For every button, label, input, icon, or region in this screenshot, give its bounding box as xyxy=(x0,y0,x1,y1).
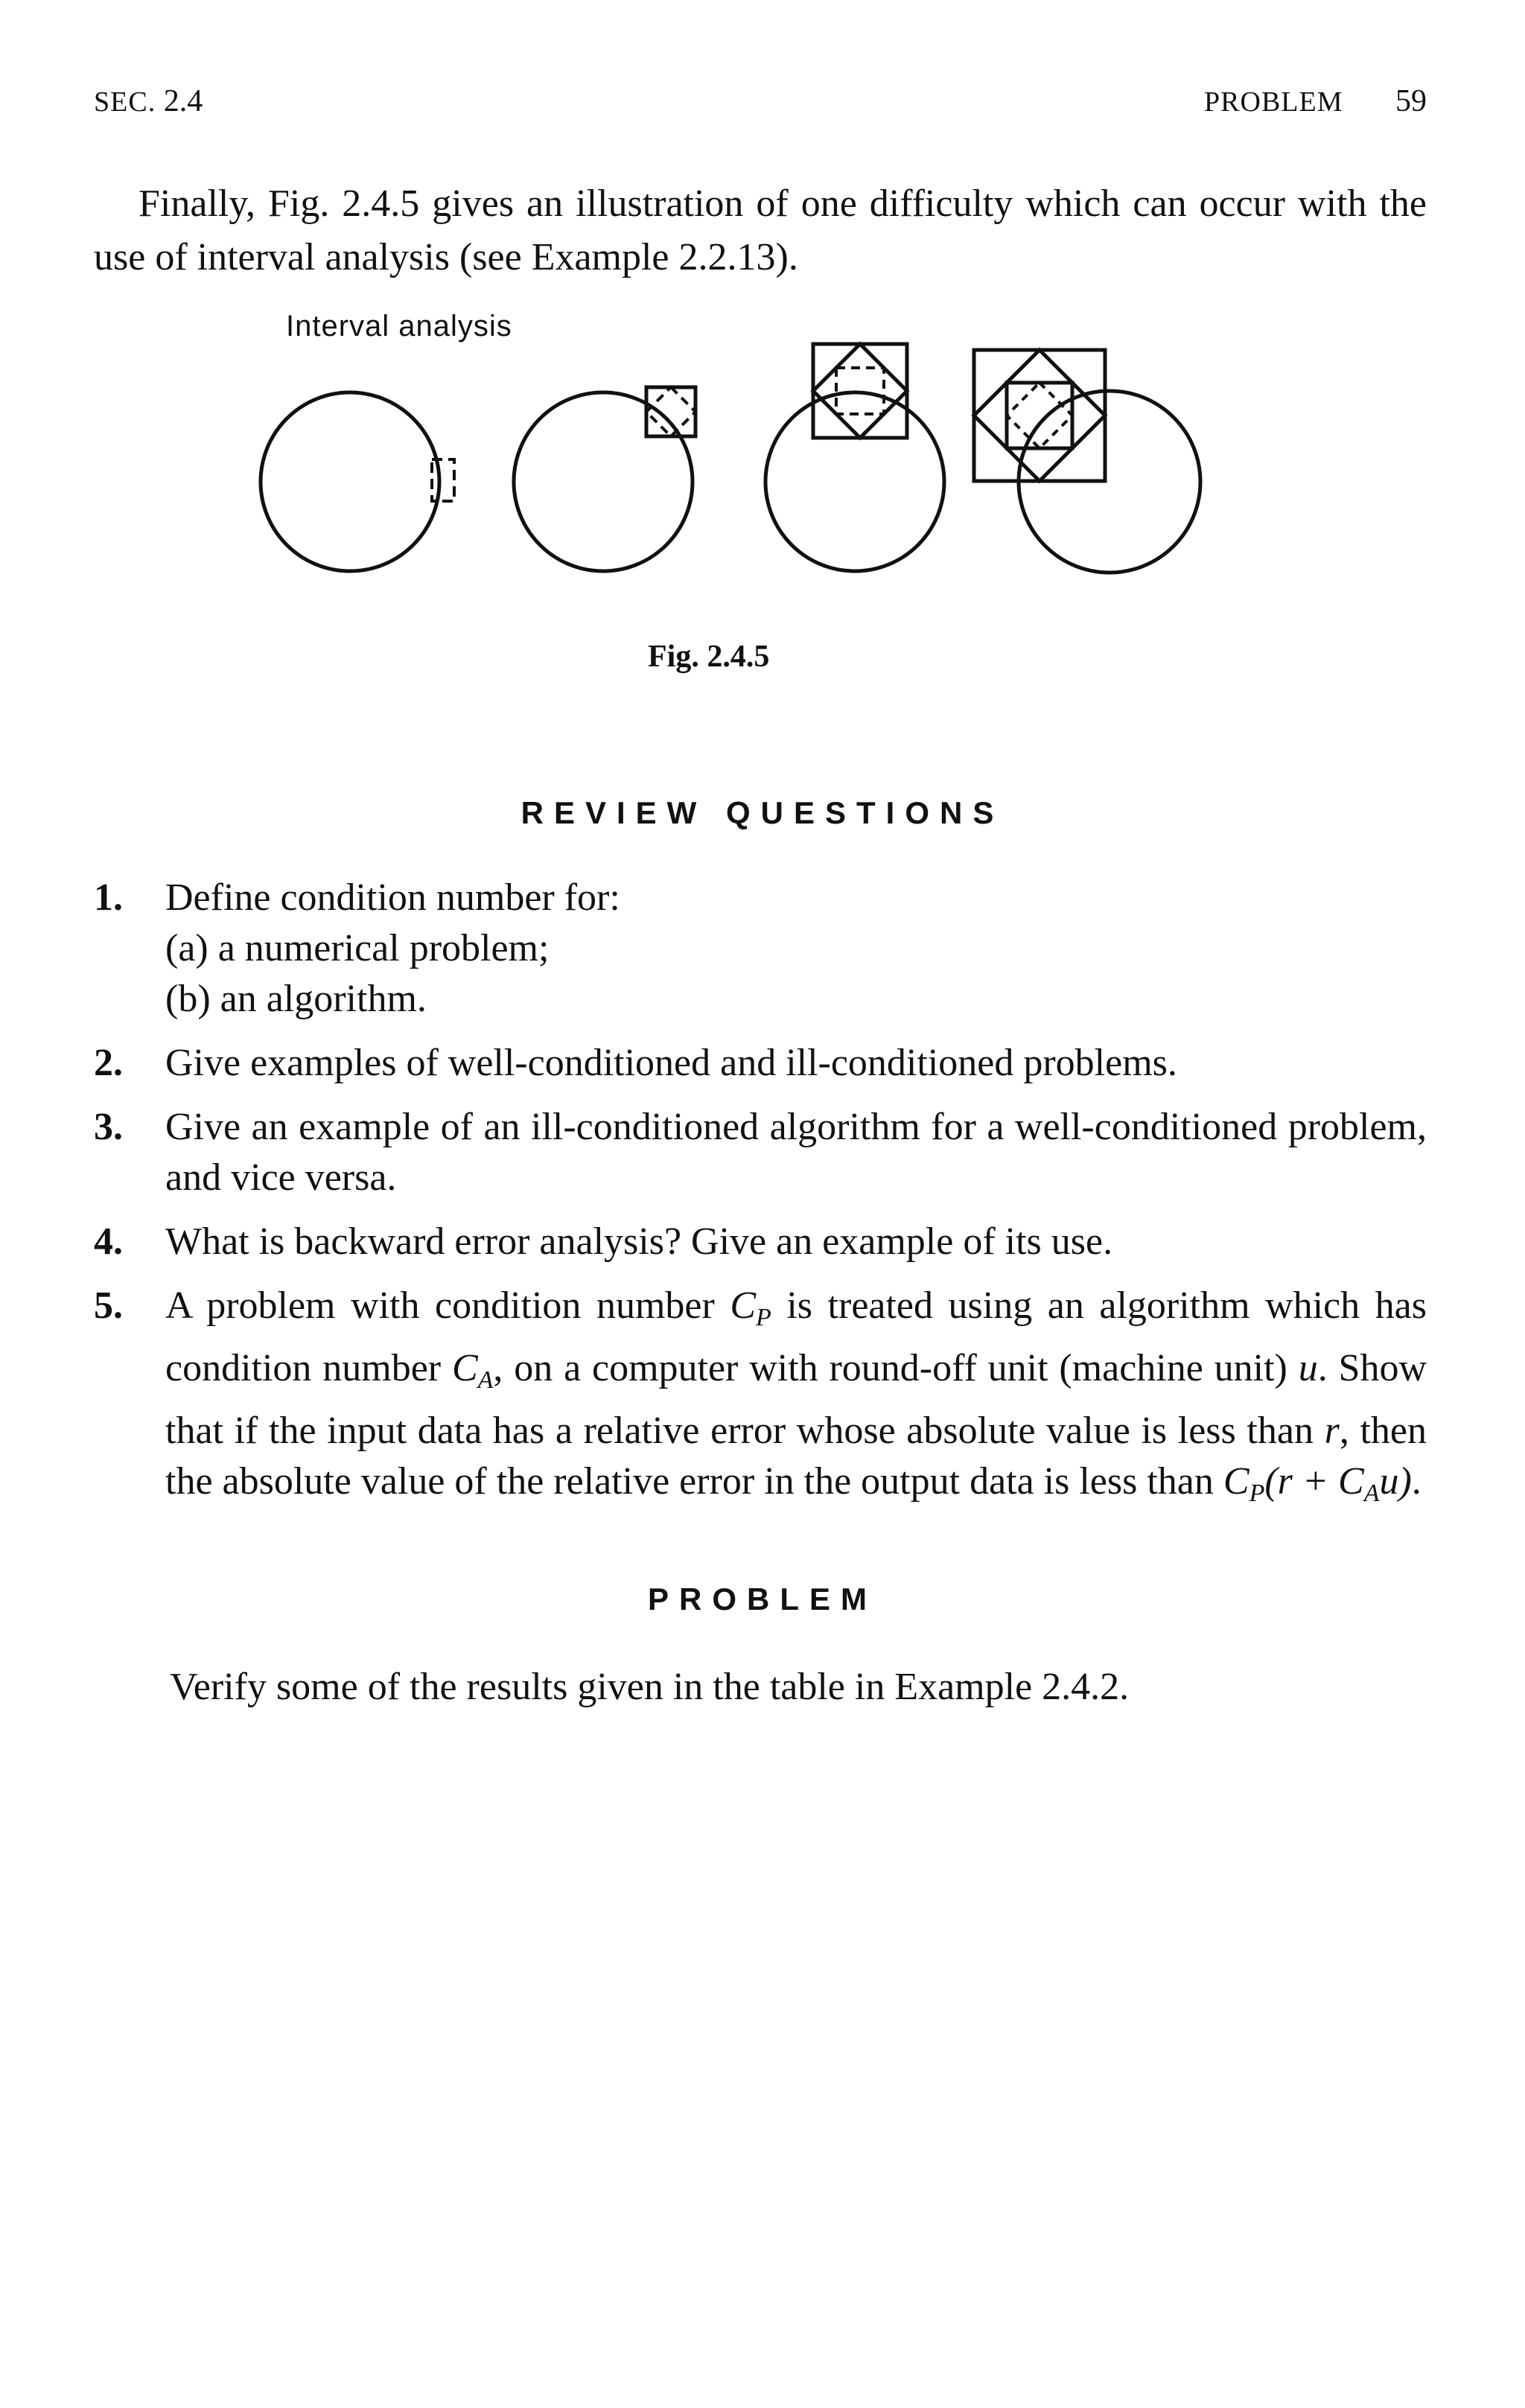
problem-text: Verify some of the results given in the table in Example 2.4.2. xyxy=(170,1666,1130,1708)
circle-1 xyxy=(261,392,439,571)
page-header-right xyxy=(1204,83,1427,119)
dashed-diamond-4 xyxy=(1007,383,1072,448)
running-head xyxy=(94,83,1427,128)
math-subscript: P xyxy=(756,1304,771,1331)
question-text: Give an example of an ill-conditioned algorithm for a well-conditioned problem, and vice versa. xyxy=(165,1106,1427,1199)
math-subscript: A xyxy=(477,1366,494,1394)
circle-2 xyxy=(514,392,693,571)
figure-drawing xyxy=(253,305,1236,618)
chapter-label: PROBLEM xyxy=(1204,86,1343,118)
text-run: , then the absolute value of the relative error in the output data is less than xyxy=(165,1410,1427,1503)
text-run: . Show that if the input data has a relative error whose absolute value is less than xyxy=(165,1347,1427,1452)
question-number: 4. xyxy=(94,1220,123,1263)
math-subscript: P xyxy=(1249,1479,1265,1507)
review-questions-heading: REVIEW QUESTIONS xyxy=(520,795,1005,830)
question-text xyxy=(165,1281,1427,1519)
question-2 xyxy=(94,1038,1427,1089)
question-number: 3. xyxy=(94,1106,123,1148)
math-symbol: C xyxy=(1223,1460,1249,1503)
section-label: SEC. xyxy=(94,86,156,118)
math-bound xyxy=(1223,1460,1412,1507)
review-questions-list xyxy=(94,873,1427,1532)
problem-heading: PROBLEM xyxy=(648,1582,877,1617)
question-number: 1. xyxy=(94,876,123,919)
diamond-4 xyxy=(974,350,1105,481)
math-symbol: C xyxy=(451,1347,478,1389)
math-symbol: C xyxy=(730,1284,757,1327)
figure-caption: Fig. 2.4.5 xyxy=(648,640,770,674)
text-run: A problem with condition number xyxy=(165,1284,730,1327)
question-3 xyxy=(94,1102,1427,1203)
page-number: 59 xyxy=(1395,84,1427,118)
interval-analysis-figure xyxy=(253,305,1236,618)
question-1 xyxy=(94,873,1427,1025)
question-text: Define condition number for: xyxy=(165,876,620,919)
question-4 xyxy=(94,1217,1427,1267)
text-run: is treated using an algorithm which has condition number xyxy=(165,1284,1427,1389)
question-text: Give examples of well-conditioned and ill-conditioned problems. xyxy=(165,1042,1177,1084)
question-subitem-b: (b) an algorithm. xyxy=(165,978,427,1020)
figure-label: Interval analysis xyxy=(286,310,512,343)
diamond-2 xyxy=(646,387,695,436)
question-number: 5. xyxy=(94,1284,123,1327)
section-number: 2.4 xyxy=(163,84,203,118)
question-number: 2. xyxy=(94,1042,123,1084)
question-subitem-a: (a) a numerical problem; xyxy=(165,927,550,969)
section-reference xyxy=(94,83,203,119)
math-u: u xyxy=(1298,1347,1318,1389)
dashed-box-1 xyxy=(432,459,454,501)
box-4-inner xyxy=(1007,383,1072,448)
box-2 xyxy=(646,387,695,436)
math-subscript: A xyxy=(1363,1479,1380,1507)
math-symbol: u) xyxy=(1379,1460,1412,1503)
text-run: , on a computer with round-off unit (machine unit) xyxy=(493,1347,1299,1389)
text-run: . xyxy=(1411,1460,1421,1503)
question-5 xyxy=(94,1281,1427,1519)
math-ca xyxy=(451,1347,494,1394)
math-r: r xyxy=(1324,1410,1340,1452)
math-symbol: (r + C xyxy=(1264,1460,1364,1503)
intro-paragraph: Finally, Fig. 2.4.5 gives an illustration of one difficulty which can occur with the use of interval analysis (see Example 2.2.13). xyxy=(94,182,1427,278)
math-cp xyxy=(730,1284,771,1331)
circle-3 xyxy=(765,392,944,571)
question-text: What is backward error analysis? Give an example of its use. xyxy=(165,1220,1113,1263)
box-4-outer xyxy=(974,350,1105,481)
